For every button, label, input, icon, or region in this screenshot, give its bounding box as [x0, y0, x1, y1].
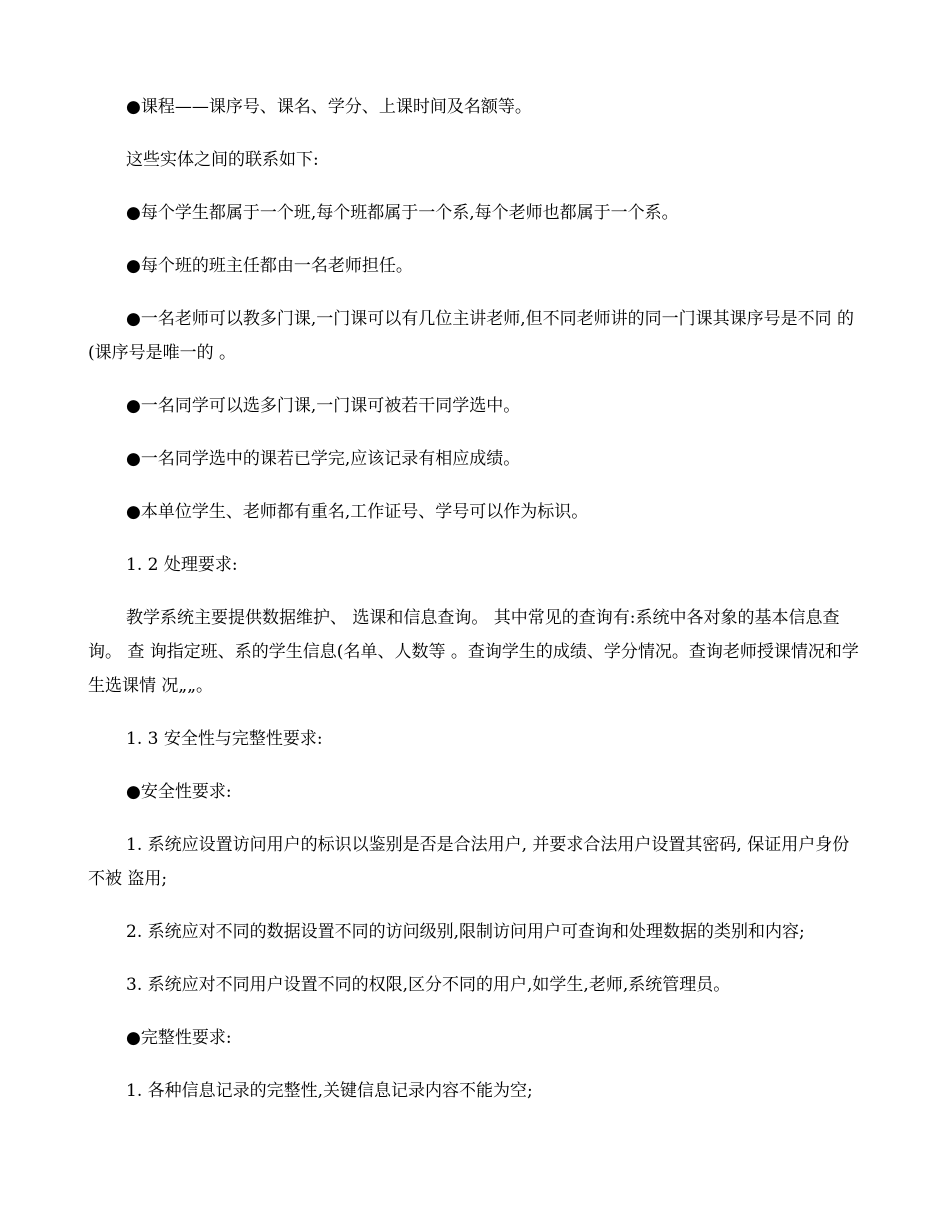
- heading-integrity-requirements: ●完整性要求:: [126, 1028, 232, 1048]
- heading-processing-requirements: 1. 2 处理要求:: [126, 555, 238, 575]
- paragraph-security-item-3: 3. 系统应对不同用户设置不同的权限,区分不同的用户,如学生,老师,系统管理员。: [126, 975, 731, 995]
- paragraph-grades: ●一名同学选中的课若已学完,应该记录有相应成绩。: [126, 449, 521, 469]
- paragraph-course-entity: ●课程——课序号、课名、学分、上课时间及名额等。: [126, 97, 532, 117]
- heading-security-requirements: ●安全性要求:: [126, 782, 232, 802]
- paragraph-security-item-1: 1. 系统应设置访问用户的标识以鉴别是否是合法用户, 并要求合法用户设置其密码, 保证用户身份不被 盗用;: [88, 835, 850, 889]
- paragraph-teacher-courses: ●一名老师可以教多门课,一门课可以有几位主讲老师,但不同老师讲的同一门课其课序号是不同 的(课序号是唯一的 。: [88, 309, 855, 363]
- heading-security-integrity: 1. 3 安全性与完整性要求:: [126, 729, 323, 749]
- paragraph-student-class-dept: ●每个学生都属于一个班,每个班都属于一个系,每个老师也都属于一个系。: [126, 203, 679, 223]
- paragraph-relations-intro: 这些实体之间的联系如下:: [126, 150, 319, 170]
- document-page: [88, 90, 864, 1127]
- paragraph-class-head-teacher: ●每个班的班主任都由一名老师担任。: [126, 256, 413, 276]
- paragraph-processing-details: 教学系统主要提供数据维护、 选课和信息查询。 其中常见的查询有:系统中各对象的基本信息查询。 查 询指定班、系的学生信息(名单、人数等 。查询学生的成绩、学分情况。查询老师授课情况和学生选课情 况„„。: [88, 608, 859, 696]
- paragraph-student-courses: ●一名同学可以选多门课,一门课可被若干同学选中。: [126, 396, 521, 416]
- paragraph-security-item-2: 2. 系统应对不同的数据设置不同的访问级别,限制访问用户可查询和处理数据的类别和内容;: [126, 922, 805, 942]
- paragraph-identifiers: ●本单位学生、老师都有重名,工作证号、学号可以作为标识。: [126, 502, 589, 522]
- paragraph-integrity-item-1: 1. 各种信息记录的完整性,关键信息记录内容不能为空;: [126, 1081, 533, 1101]
